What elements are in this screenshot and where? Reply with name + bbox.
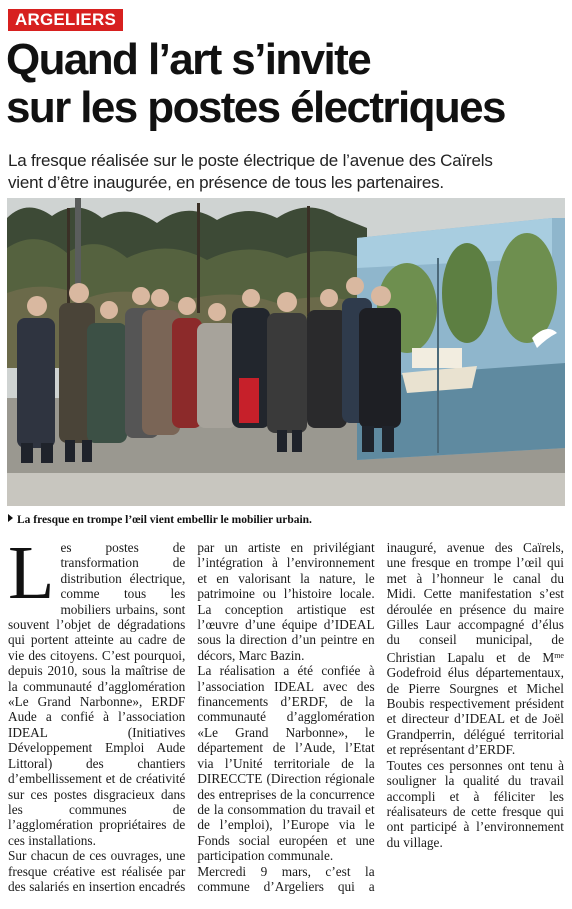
group-photo-illustration [7, 198, 565, 506]
paragraph-2: Sur chacun de ces ouvrages, une fresque créative est réalisée par des salariés en insertion encadrés par un artiste en privilégiant l’intégration à l’environnement et en valorisant la nature, le patrimoine ou l’histoire locale. La conception artistique est l’œuvre d’une équipe d’IDEAL sous la direction d’un peintre en décors, Marc Bazin. [8, 540, 375, 894]
paragraph-1 [8, 531, 186, 848]
headline-line-1: Quand l’art s’invite [6, 35, 371, 84]
headline [6, 36, 566, 132]
caption-arrow-icon [8, 514, 13, 522]
headline-line-2: sur les postes électriques [6, 83, 505, 132]
standfirst-line-2: vient d’être inaugurée, en présence de tous les partenaires. [8, 173, 444, 192]
section-tag: ARGELIERS [8, 9, 123, 31]
superscript-me: me [554, 650, 564, 660]
standfirst [8, 150, 568, 194]
article-photo [7, 198, 565, 506]
paragraph-4-text-end: Godefroid élus départementaux, de Pierre Sourgnes et Michel Boubis respectivement président et directeur d’IDEAL et de Joël Grandperrin, délégué territorial et représentant d’ERDF. [386, 665, 564, 758]
drop-cap: L [8, 531, 55, 615]
paragraph-1-text: es postes de transformation de distribution électrique, comme tous les mobiliers urbains, sont souvent l’objet de dégradations qui portent atteinte au cadre de vie des citoyens. C’est pourquoi, depuis 2010, sous la maîtrise de la communauté d’agglomération «Le Grand Narbonne», ERDF Aude a confié à l’association IDEAL (Initiatives Développement Emploi Aude Littoral) des chantiers d’embellissement et de créativité sur ces postes disgracieux dans les communes de l’agglomération propriétaires de ces installations. [8, 540, 186, 848]
article-body [8, 531, 564, 908]
paragraph-3: La réalisation a été confiée à l’association IDEAL avec des financements d’ERDF, de la communauté d’agglomération «Le Grand Narbonne», le département de l’Aude, l’Etat via l’Unité territoriale de la DIRECCTE (Direction régionale des entreprises de la concurrence de la consommation du travail et de l’emploi), l’Europe via le Fonds social européen et une participation communale. [197, 663, 375, 864]
paragraph-5: Toutes ces personnes ont tenu à souligner la qualité du travail accompli et à féliciter les réalisateurs de cette fresque qui ont participé à l’environnement du village. [386, 757, 564, 850]
photo-caption [8, 512, 568, 528]
caption-text: La fresque en trompe l’œil vient embellir le mobilier urbain. [17, 514, 312, 526]
standfirst-line-1: La fresque réalisée sur le poste électrique de l’avenue des Caïrels [8, 151, 493, 170]
paragraph-4-text: Mercredi 9 mars, c’est la commune d’Argeliers qui a inauguré, avenue des Caïrels, une fresque en trompe l’œil qui met à l’honneur le canal du Midi. Cette manifestation s’est déroulée en présence du maire Gilles Laur accompagné d’élus du conseil municipal, de Christian Lapalu et de M [197, 540, 564, 894]
